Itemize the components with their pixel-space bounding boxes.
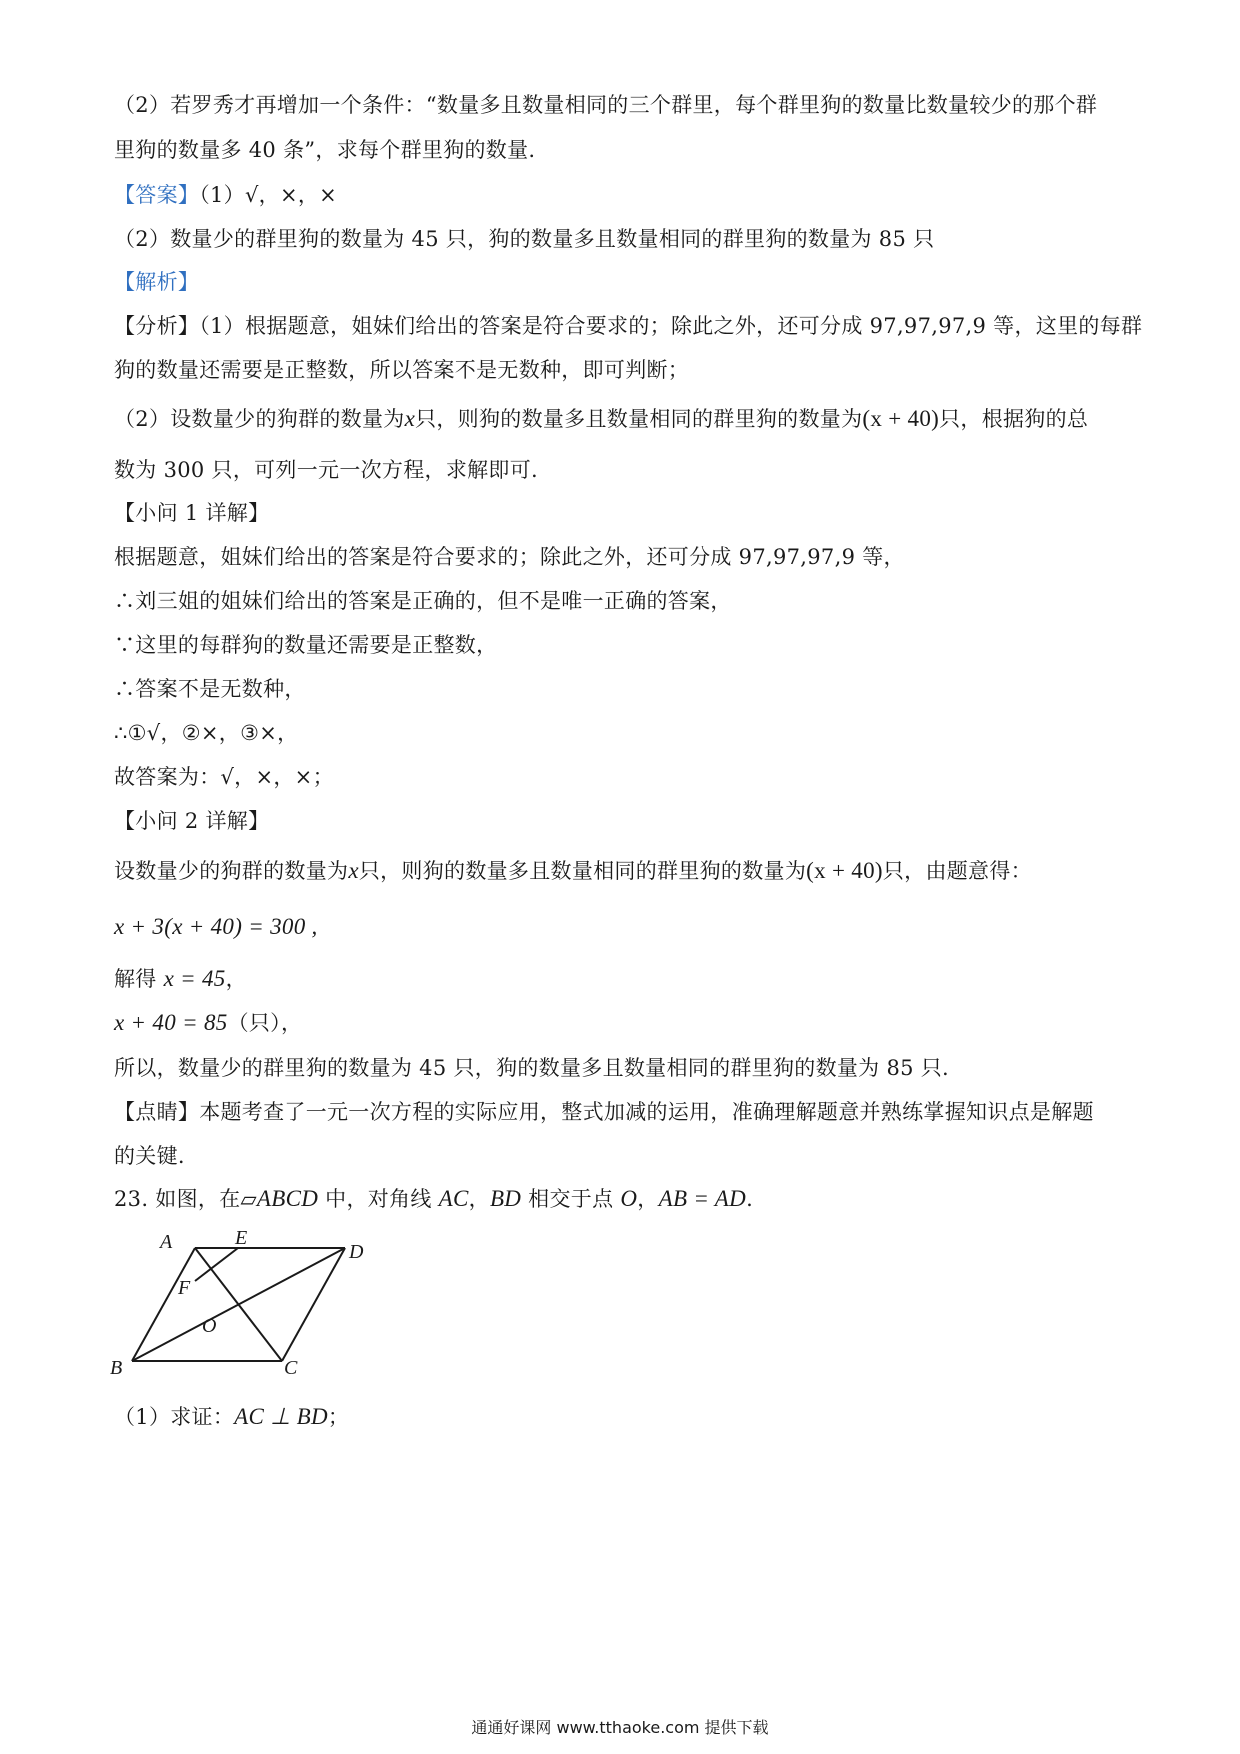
math-ac: AC xyxy=(438,1186,469,1211)
equation-1 xyxy=(114,912,318,942)
detail1-line2: ∴刘三姐的姐妹们给出的答案是正确的，但不是唯一正确的答案， xyxy=(114,589,732,613)
detail2-label: 【小问 2 详解】 xyxy=(114,809,270,833)
detail1-line3: ∵这里的每群狗的数量还需要是正整数， xyxy=(114,633,498,657)
text-segment: 相交于点 xyxy=(521,1187,621,1211)
answer-part1: （1）√，×，× xyxy=(199,183,338,207)
analysis-label: 【解析】 xyxy=(114,270,200,294)
detail1-line4: ∴答案不是无数种， xyxy=(114,677,306,701)
label-F: F xyxy=(178,1277,191,1299)
label-B: B xyxy=(110,1357,123,1379)
label-D: D xyxy=(349,1241,364,1263)
conclusion-line: 所以，数量少的群里狗的数量为 45 只，狗的数量多且数量相同的群里狗的数量为 85 只. xyxy=(114,1056,950,1080)
fenxi-line2: 狗的数量还需要是正整数，所以答案不是无数种，即可判断； xyxy=(114,358,690,382)
answer-part2: （2）数量少的群里狗的数量为 45 只，狗的数量多且数量相同的群里狗的数量为 85 只 xyxy=(114,227,935,251)
text-segment: 只，则狗的数量多且数量相同的群里狗的数量为 xyxy=(415,407,863,431)
text-segment: 只，由题意得： xyxy=(882,859,1032,883)
q23-stem xyxy=(114,1184,753,1214)
fenxi-label: 【分析】 xyxy=(114,314,200,338)
analysis-part2-line1 xyxy=(114,404,1088,434)
text-segment: 只，根据狗的总 xyxy=(939,407,1089,431)
equation-1-text: x + 3(x + 40) = 300 , xyxy=(114,914,318,939)
answer-line1 xyxy=(114,180,337,210)
text-segment: 中，对角线 xyxy=(318,1187,439,1211)
page-footer: 通通好课网 www.tthaoke.com 提供下载 xyxy=(471,1718,769,1737)
q22-part2-line1: （2）若罗秀才再增加一个条件：“数量多且数量相同的三个群里，每个群里狗的数量比数量较少的那个群 xyxy=(114,93,1098,117)
solution-expr: x = 45 xyxy=(163,966,226,991)
label-A: A xyxy=(160,1231,173,1253)
math-expr: (x + 40) xyxy=(862,406,940,431)
math-x: x xyxy=(348,858,359,883)
text-segment: . xyxy=(746,1187,754,1211)
text-segment: （1）求证： xyxy=(114,1405,235,1429)
parallelogram-figure xyxy=(110,1230,380,1400)
label-O: O xyxy=(202,1315,217,1337)
comment-line1 xyxy=(114,1097,1094,1127)
answer-label: 【答案】 xyxy=(114,183,200,207)
q22-part2-line2: 里狗的数量多 40 条”，求每个群里狗的数量. xyxy=(114,138,536,162)
text-segment: ， xyxy=(468,1187,490,1211)
equation-3 xyxy=(114,1008,302,1038)
text-segment: （2）设数量少的狗群的数量为 xyxy=(114,407,405,431)
math-ab-eq-ad: AB = AD xyxy=(658,1186,747,1211)
math-x: x xyxy=(404,406,416,431)
text-segment: ， xyxy=(225,967,247,991)
comment-label: 【点睛】 xyxy=(114,1100,200,1124)
label-C: C xyxy=(284,1357,298,1379)
label-E: E xyxy=(235,1230,248,1249)
text-segment: 解得 xyxy=(114,967,164,991)
text-segment: ， xyxy=(637,1187,659,1211)
math-o: O xyxy=(620,1186,638,1211)
comment-line2: 的关键. xyxy=(114,1144,185,1168)
text-segment: 23. 如图，在▱ xyxy=(114,1187,257,1211)
math-bd: BD xyxy=(489,1186,522,1211)
comment-text1: 本题考查了一元一次方程的实际应用，整式加减的运用，准确理解题意并熟练掌握知识点是解题 xyxy=(199,1100,1094,1124)
detail1-label: 【小问 1 详解】 xyxy=(114,501,270,525)
detail2-line1 xyxy=(114,856,1032,886)
detail1-line1: 根据题意，姐妹们给出的答案是符合要求的；除此之外，还可分成 97,97,97,9 等， xyxy=(114,545,905,569)
fenxi-line1 xyxy=(114,311,1142,341)
detail1-line5: ∴①√，②×，③×， xyxy=(114,721,299,745)
equation-3-expr: x + 40 = 85 xyxy=(114,1010,228,1035)
math-expr: (x + 40) xyxy=(806,858,883,883)
text-segment: 只，则狗的数量多且数量相同的群里狗的数量为 xyxy=(358,859,807,883)
math-abcd: ABCD xyxy=(256,1186,319,1211)
math-ac-perp-bd: AC ⊥ BD xyxy=(234,1404,328,1429)
solution-line xyxy=(114,964,247,994)
detail1-line6: 故答案为：√，×，×； xyxy=(114,765,334,789)
fenxi-text1: （1）根据题意，姐妹们给出的答案是符合要求的；除此之外，还可分成 97,97,97,9 等，这里的每群 xyxy=(199,314,1143,338)
q23-sub1 xyxy=(114,1402,349,1432)
text-segment: （只）， xyxy=(227,1011,303,1035)
text-segment: ； xyxy=(327,1405,350,1429)
analysis-part2-line2: 数为 300 只，可列一元一次方程，求解即可. xyxy=(114,458,539,482)
text-segment: 设数量少的狗群的数量为 xyxy=(114,859,349,883)
